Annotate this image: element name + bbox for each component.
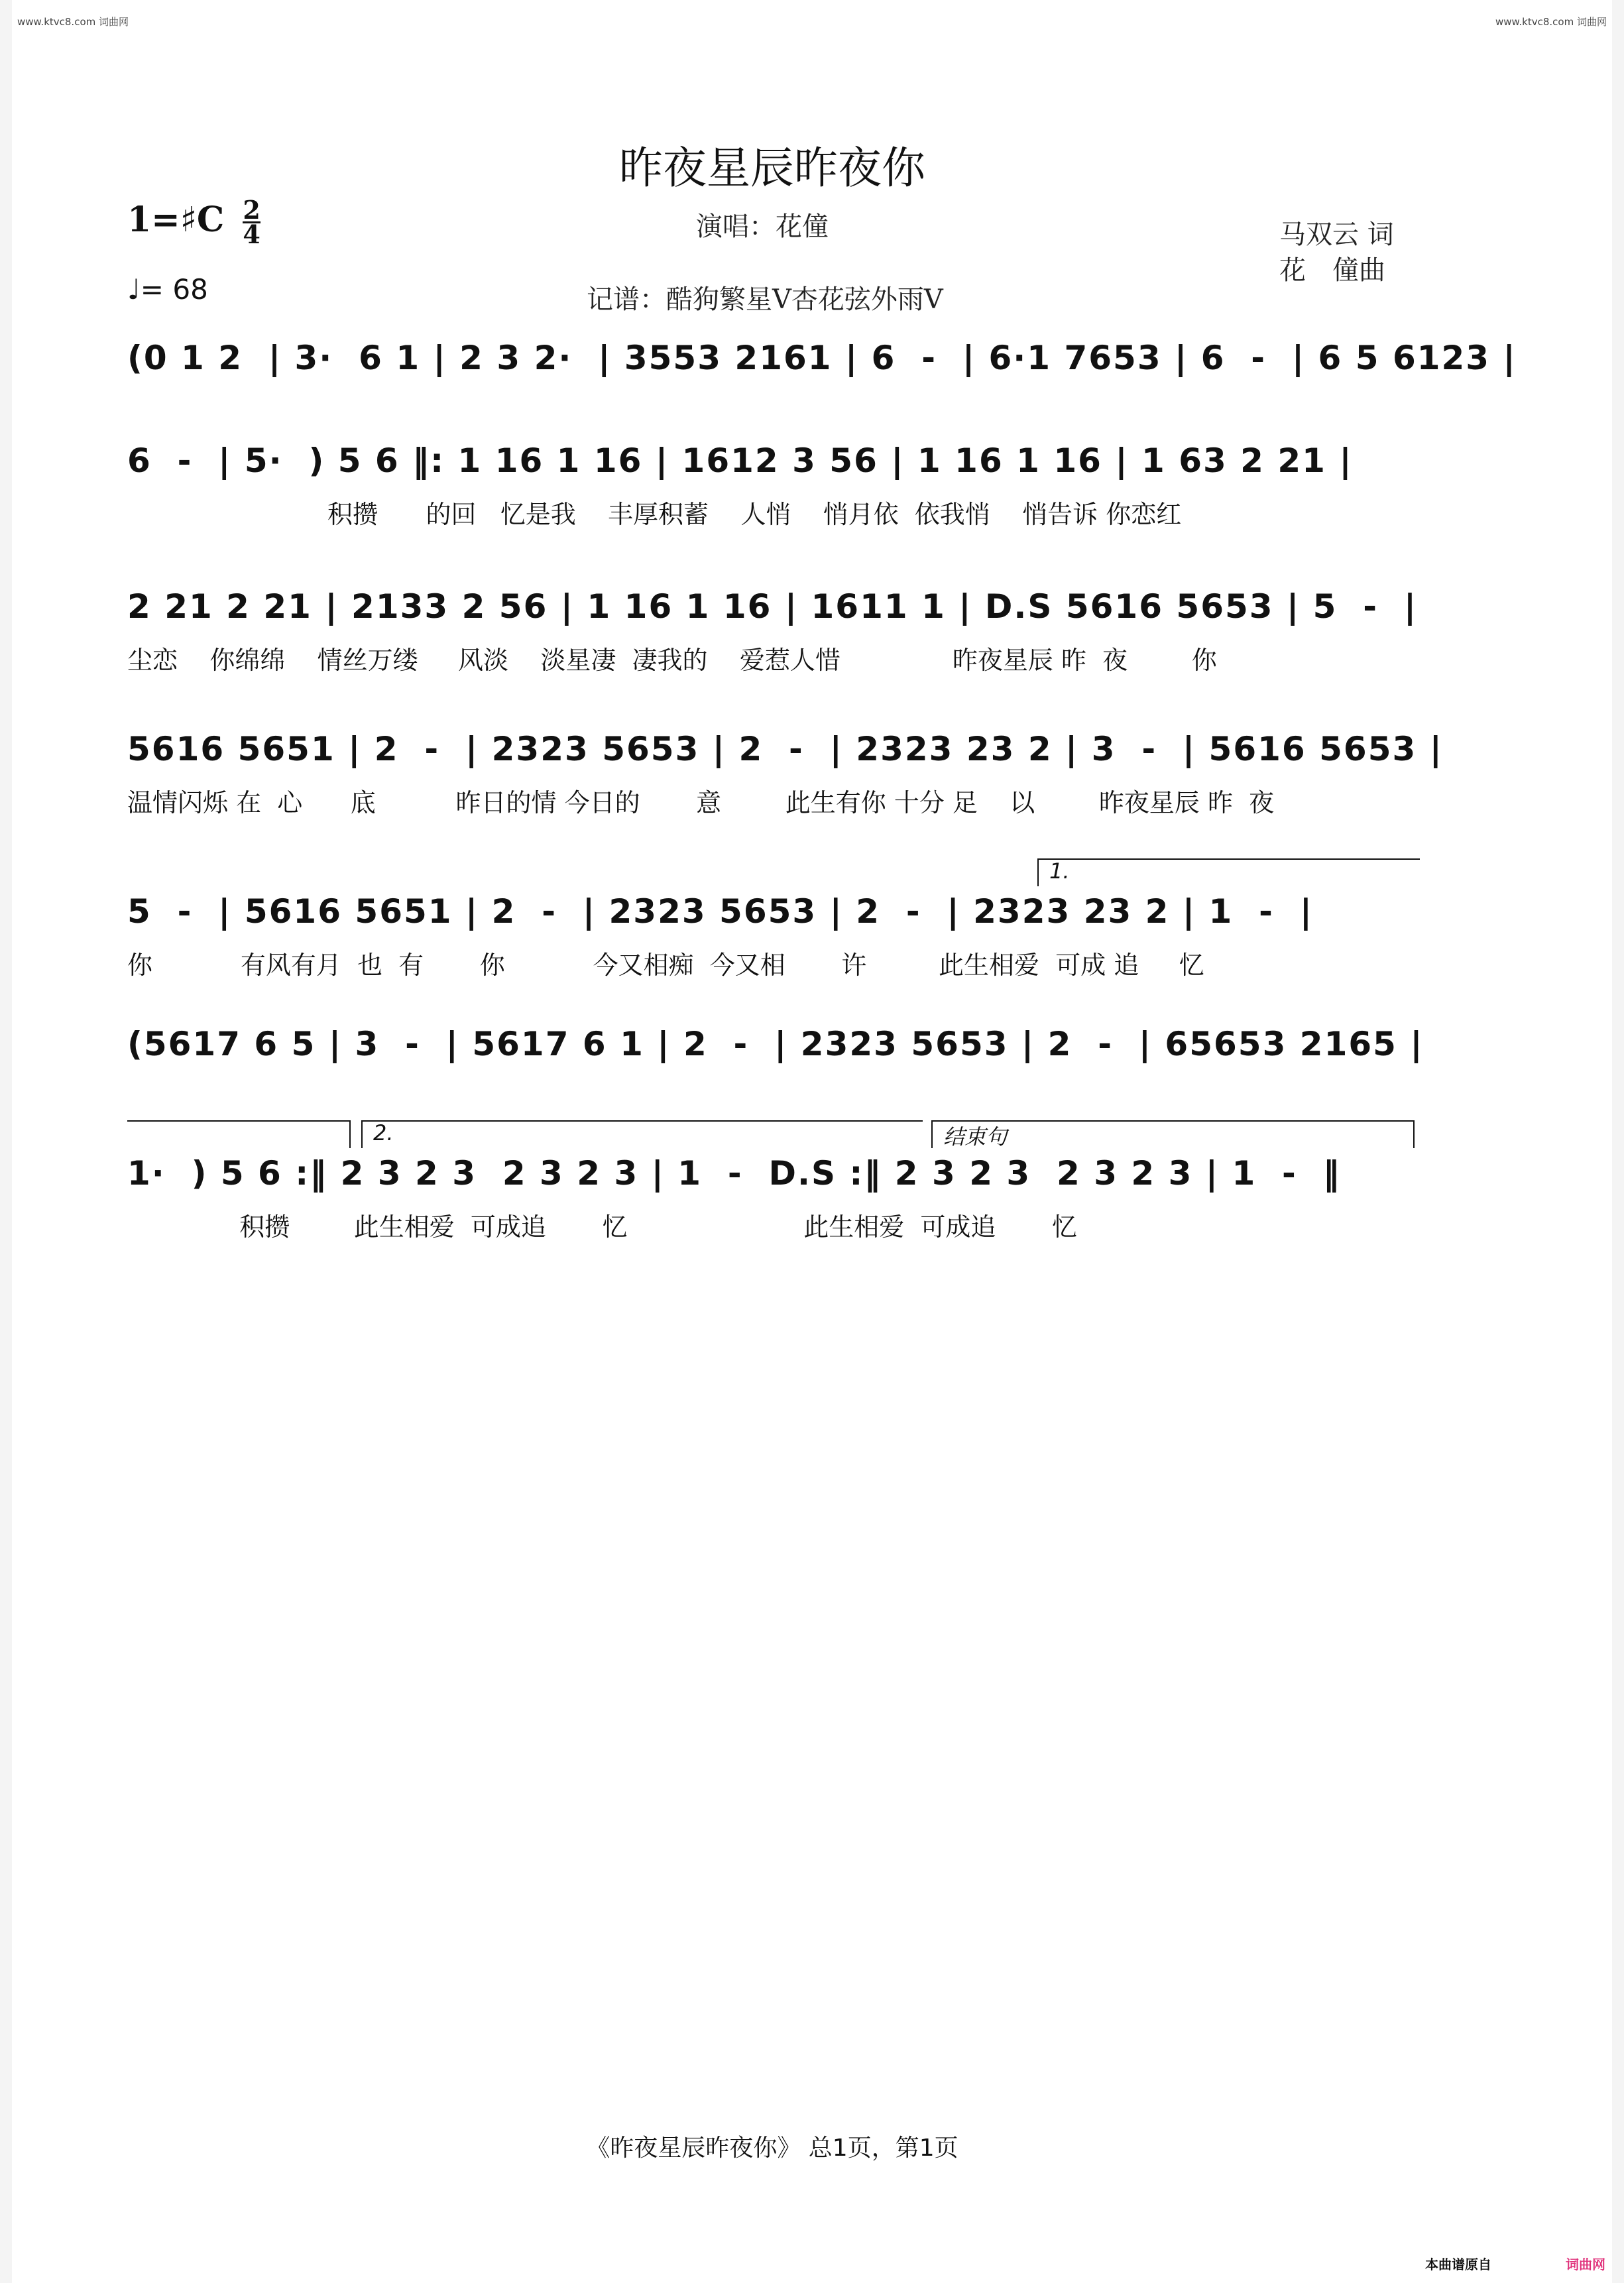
tempo-mark: ♩= 68 <box>127 273 208 306</box>
right-margin-strip <box>1612 0 1624 2283</box>
time-signature <box>243 195 261 249</box>
second-ending-label: 2. <box>373 1120 394 1145</box>
source-badge-left: 本曲谱原自 <box>1425 2256 1491 2272</box>
key-signature <box>127 195 261 249</box>
lyricist-credit: 马双云 词 <box>1279 219 1394 250</box>
lyrics-line-4: 温情闪烁 在 心 底 昨日的情 今日的 意 此生有你 十分 足 以 昨夜星辰 昨 夜 <box>127 788 1275 817</box>
key-text: 1=♯C <box>127 200 225 240</box>
notes-line-2: 6 - | 5· ) 5 6 ‖: 1 16 1 16 | 1612 3 56 | 1 16 1 16 | 1 63 2 21 | <box>127 441 1353 480</box>
time-denominator: 4 <box>243 219 261 249</box>
lyrics-line-5: 你 有风有月 也 有 你 今又相痴 今又相 许 此生相爱 可成 追 忆 <box>127 951 1204 980</box>
notes-line-3: 2 21 2 21 | 2133 2 56 | 1 16 1 16 | 1611 1 | D.S 5616 5653 | 5 - | <box>127 587 1418 626</box>
singer-credit: 演唱：花僮 <box>696 211 829 242</box>
source-badge-right: 词曲网 <box>1566 2256 1605 2272</box>
staff-line-1 <box>127 338 1517 378</box>
coda-bracket <box>931 1120 1415 1148</box>
notes-line-1: (0 1 2 | 3· 6 1 | 2 3 2· | 3553 2161 | 6 - | 6·1 7653 | 6 - | 6 5 6123 | <box>127 339 1517 377</box>
notes-line-6: (5617 6 5 | 3 - | 5617 6 1 | 2 - | 2323 5653 | 2 - | 65653 2165 | <box>127 1025 1424 1063</box>
second-ending-bracket <box>361 1120 923 1148</box>
first-ending-bracket <box>1037 858 1420 886</box>
song-title: 昨夜星辰昨夜你 <box>619 143 925 194</box>
staff-line-6 <box>127 1024 1424 1064</box>
phrase-bracket <box>127 1120 351 1148</box>
staff-line-2 <box>127 441 1420 530</box>
time-numerator: 2 <box>243 195 261 225</box>
page-footer: 《昨夜星辰昨夜你》 总1页，第1页 <box>586 2135 958 2162</box>
notes-line-5: 5 - | 5616 5651 | 2 - | 2323 5653 | 2 - | 2323 23 2 | 1 - | <box>127 892 1313 931</box>
site-watermark-right: www.ktvc8.com 词曲网 <box>1495 16 1607 28</box>
composer-credit: 花 僮曲 <box>1279 255 1385 286</box>
notes-line-7: 1· ) 5 6 :‖ 2 3 2 3 2 3 2 3 | 1 - D.S :‖ 2 3 2 3 2 3 2 3 | 1 - ‖ <box>127 1154 1341 1193</box>
first-ending-label: 1. <box>1049 858 1070 884</box>
notation-credit: 记谱：酷狗繁星V杏花弦外雨V <box>587 284 943 315</box>
lyrics-line-2: 积攒 的回 忆是我 丰厚积蓄 人悄 悄月依 依我悄 悄告诉 你恋红 <box>127 500 1182 529</box>
staff-line-5 <box>127 892 1420 980</box>
site-watermark-left: www.ktvc8.com 词曲网 <box>17 16 129 28</box>
lyrics-line-3: 尘恋 你绵绵 情丝万缕 风淡 淡星凄 凄我的 爱惹人惜 昨夜星辰 昨 夜 你 <box>127 646 1217 675</box>
staff-line-7 <box>127 1153 1420 1242</box>
coda-label: 结束句 <box>943 1124 1008 1149</box>
notes-line-4: 5616 5651 | 2 - | 2323 5653 | 2 - | 2323 23 2 | 3 - | 5616 5653 | <box>127 730 1443 768</box>
staff-line-3 <box>127 587 1420 675</box>
lyrics-line-7: 积攒 此生相爱 可成追 忆 此生相爱 可成追 忆 <box>127 1212 1077 1242</box>
staff-line-4 <box>127 729 1443 818</box>
left-margin-strip <box>0 0 12 2283</box>
